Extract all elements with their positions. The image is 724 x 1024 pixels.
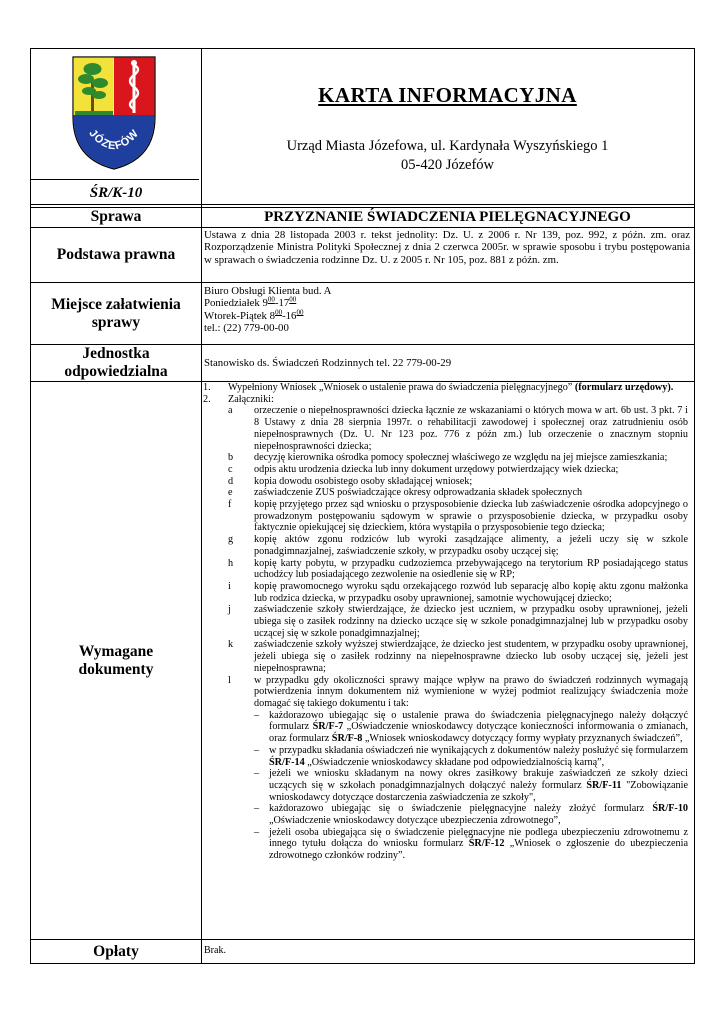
attachment-item: a orzeczenie o niepełnosprawności dziecka łącznie ze wskazaniami o których mowa w art. 6b ust. 3 pkt. 7 i 8 Ustawy z dnia 28 sierpnia 1997r. o rehabilitacji zawodowej i społecznej oraz zatrudnieniu osób niepełnosprawnych (Dz. U. Nr 123 poz. 776 z późn zm.) lub orzeczenie o znacznym stopniu niepełnosprawności dziecka; — [228, 405, 688, 452]
attachment-item: l w przypadku gdy okoliczności sprawy mające wpływ na prawo do świadczeń rodzinnych wymagają potwierdzenia innym dokumentem niż wymienione w wyżej podmiot realizujący świadczenia może domagać się takiego dokumentu i tak: — [228, 674, 688, 709]
hours-monday: Poniedziałek $9^{00}-17^{00}$ — [204, 295, 297, 310]
podstawa-prawna-value: Ustawa z dnia 28 listopada 2003 r. tekst jednolity: Dz. U. z 2006 r. Nr 139, poz. 992, z późn. zm. oraz Rozporządzenie Ministra Polityki Społecznej z dnia 2 czerwca 2005r. w sprawie sposobu i trybu postępowania w sprawach o świadczenia rodzinne Dz. U. z 2005 r. Nr 105, poz. 881 z późn. zm. — [204, 229, 690, 266]
document-item: 2. Załączniki: — [203, 393, 274, 405]
label-jednostka: Jednostka odpowiedzialna — [64, 345, 168, 380]
attachment-item: b decyzję kierownika ośrodka pomocy społecznej właściwego ze względu na jej miejsce zamieszkania; — [228, 452, 668, 464]
attachment-item: k zaświadczenie szkoły wyższej stwierdzające, że dziecko jest studentem, w przypadku osoby uprawnionej, jeżeli ubiega się o zasiłek rodzinny na niepełnosprawne dziecko lub osoby uczącej się, jeżeli jest niepełnosprawna; — [228, 639, 688, 674]
jozefow-crest-logo — [69, 55, 159, 171]
attachment-item: h kopię karty pobytu, w przypadku cudzoziemca przebywającego na terytorium RP posiadającego status uchodźcy lub posiadającego zezwolenie na osiedlenie się w RP; — [228, 557, 688, 581]
attachment-item: g kopię aktów zgonu rodziców lub wyroki zasądzające alimenty, a jeżeli uczy się w szkole ponadgimnazjalnej, zaświadczenie szkoły, w przypadku osoby uczącej się; — [228, 534, 688, 557]
attachment-item: j zaświadczenie szkoły stwierdzające, że dziecko jest uczniem, w przypadku osoby uprawnionej, jeżeli ubiega się o zasiłek rodzinny na dziecko uczące się w szkole ponadgimnazjalnej lub w przypadku osoby uczącej się w szkole ponadgimnazjalnej; — [228, 604, 688, 639]
page-title: KARTA INFORMACYJNA — [318, 83, 577, 107]
form-requirement-item: – w przypadku składania oświadczeń nie wynikających z dokumentów należy posłużyć się formularzem ŚR/F-14 „Oświadczenie wnioskodawcy składane pod odpowiedzialnością karną”, — [254, 744, 688, 768]
miejsce-value — [204, 285, 690, 335]
form-requirement-item: – każdorazowo ubiegając się o ustalenie prawa do świadczenia pielęgnacyjnego należy dołączyć formularz ŚR/F-7 „Oświadczenie wnioskodawcy dotyczące konieczności informowania o zmianach, oraz formularz ŚR/F-8 „Wniosek wnioskodawcy dotyczący formy wypłaty przyznanych świadczeń”, — [254, 709, 688, 745]
divider-crest-code — [31, 179, 199, 180]
form-requirement-item: – jeżeli we wniosku składanym na nowy okres zasiłkowy brakuje zaświadczeń ze szkoły dzieci uczących się w szkołach ponadgimnazjalnych dołączyć należy formularz ŚR/F-11 "Zobowiązanie wnioskodawcy dotyczące dostarczenia zaświadczenia ze szkoły", — [254, 768, 688, 803]
office-phone: tel.: (22) 779-00-00 — [204, 322, 289, 335]
attachment-item: c odpis aktu urodzenia dziecka lub inny dokument urzędowy potwierdzający wiek dziecka; — [228, 463, 619, 475]
attachment-item: f kopię przyjętego przez sąd wniosku o przysposobienie dziecka lub zaświadczenie ośrodka adopcyjnego o prowadzonym postępowaniu sądowym w sprawie o przysposobienie dziecka, w przypadku osoby faktycznie opiekującej się dzieckiem, która wystąpiła o przysposobienie tego dziecka; — [228, 499, 688, 534]
attachment-item: i kopię prawomocnego wyroku sądu orzekającego rozwód lub separację albo kopię aktu zgonu małżonka lub rodzica dziecka, w przypadku osoby uprawnionej, samotnie wychowującej dziecko; — [228, 580, 688, 604]
label-miejsce-zalatwienia: Miejsce załatwienia sprawy — [51, 295, 181, 331]
document-item: 1. Wypełniony Wniosek „Wniosek o ustalenie prawa do świadczenia pielęgnacyjnego” (formularz urzędowy). — [203, 382, 674, 393]
form-requirement-item: – jeżeli osoba ubiegająca się o świadczenie pielęgnacyjne nie podlega ubezpieczeniu zdrowotnemu z innego tytułu dołącza do wniosku formularz ŚR/F-12 „Wniosek o zgłoszenie do ubezpieczenia zdrowotnego członków rodziny”. — [254, 826, 688, 862]
information-card — [30, 48, 695, 964]
crest-lettering: JÓZEFÓW — [86, 127, 142, 153]
oplaty-value: Brak. — [204, 945, 226, 956]
label-sprawa: Sprawa — [90, 208, 142, 225]
card-code: ŚR/K-10 — [89, 184, 143, 201]
office-address — [201, 137, 694, 175]
label-podstawa-prawna: Podstawa prawna — [56, 246, 176, 263]
sprawa-value: PRZYZNANIE ŚWIADCZENIA PIELĘGNACYJNEGO — [264, 208, 631, 225]
form-requirement-item: – każdorazowo ubiegając się o świadczenie pielęgnacyjne należy złożyć formularz ŚR/F-10 „Oświadczenie wnioskodawcy dotyczące ubezpieczenia zdrowotnego”, — [254, 803, 688, 827]
required-documents-list — [201, 382, 688, 862]
jednostka-value: Stanowisko ds. Świadczeń Rodzinnych tel. 22 779-00-29 — [204, 357, 452, 369]
address-line-1: Urząd Miasta Józefowa, ul. Kardynała Wyszyńskiego 1 — [286, 138, 609, 154]
hours-tue-fri: Wtorek-Piątek $8^{00}-16^{00}$ — [204, 308, 304, 322]
label-wymagane-dokumenty: Wymagane dokumenty — [78, 642, 154, 678]
address-line-2: 05-420 Józefów — [400, 157, 495, 173]
label-oplaty: Opłaty — [93, 943, 139, 960]
attachment-item: e zaświadczenie ZUS poświadczające okresy odprowadzania składek społecznych — [228, 487, 583, 499]
office-location: Biuro Obsługi Klienta bud. A — [204, 285, 332, 297]
attachment-item: d kopia dowodu osobistego osoby składającej wniosek; — [228, 475, 473, 487]
